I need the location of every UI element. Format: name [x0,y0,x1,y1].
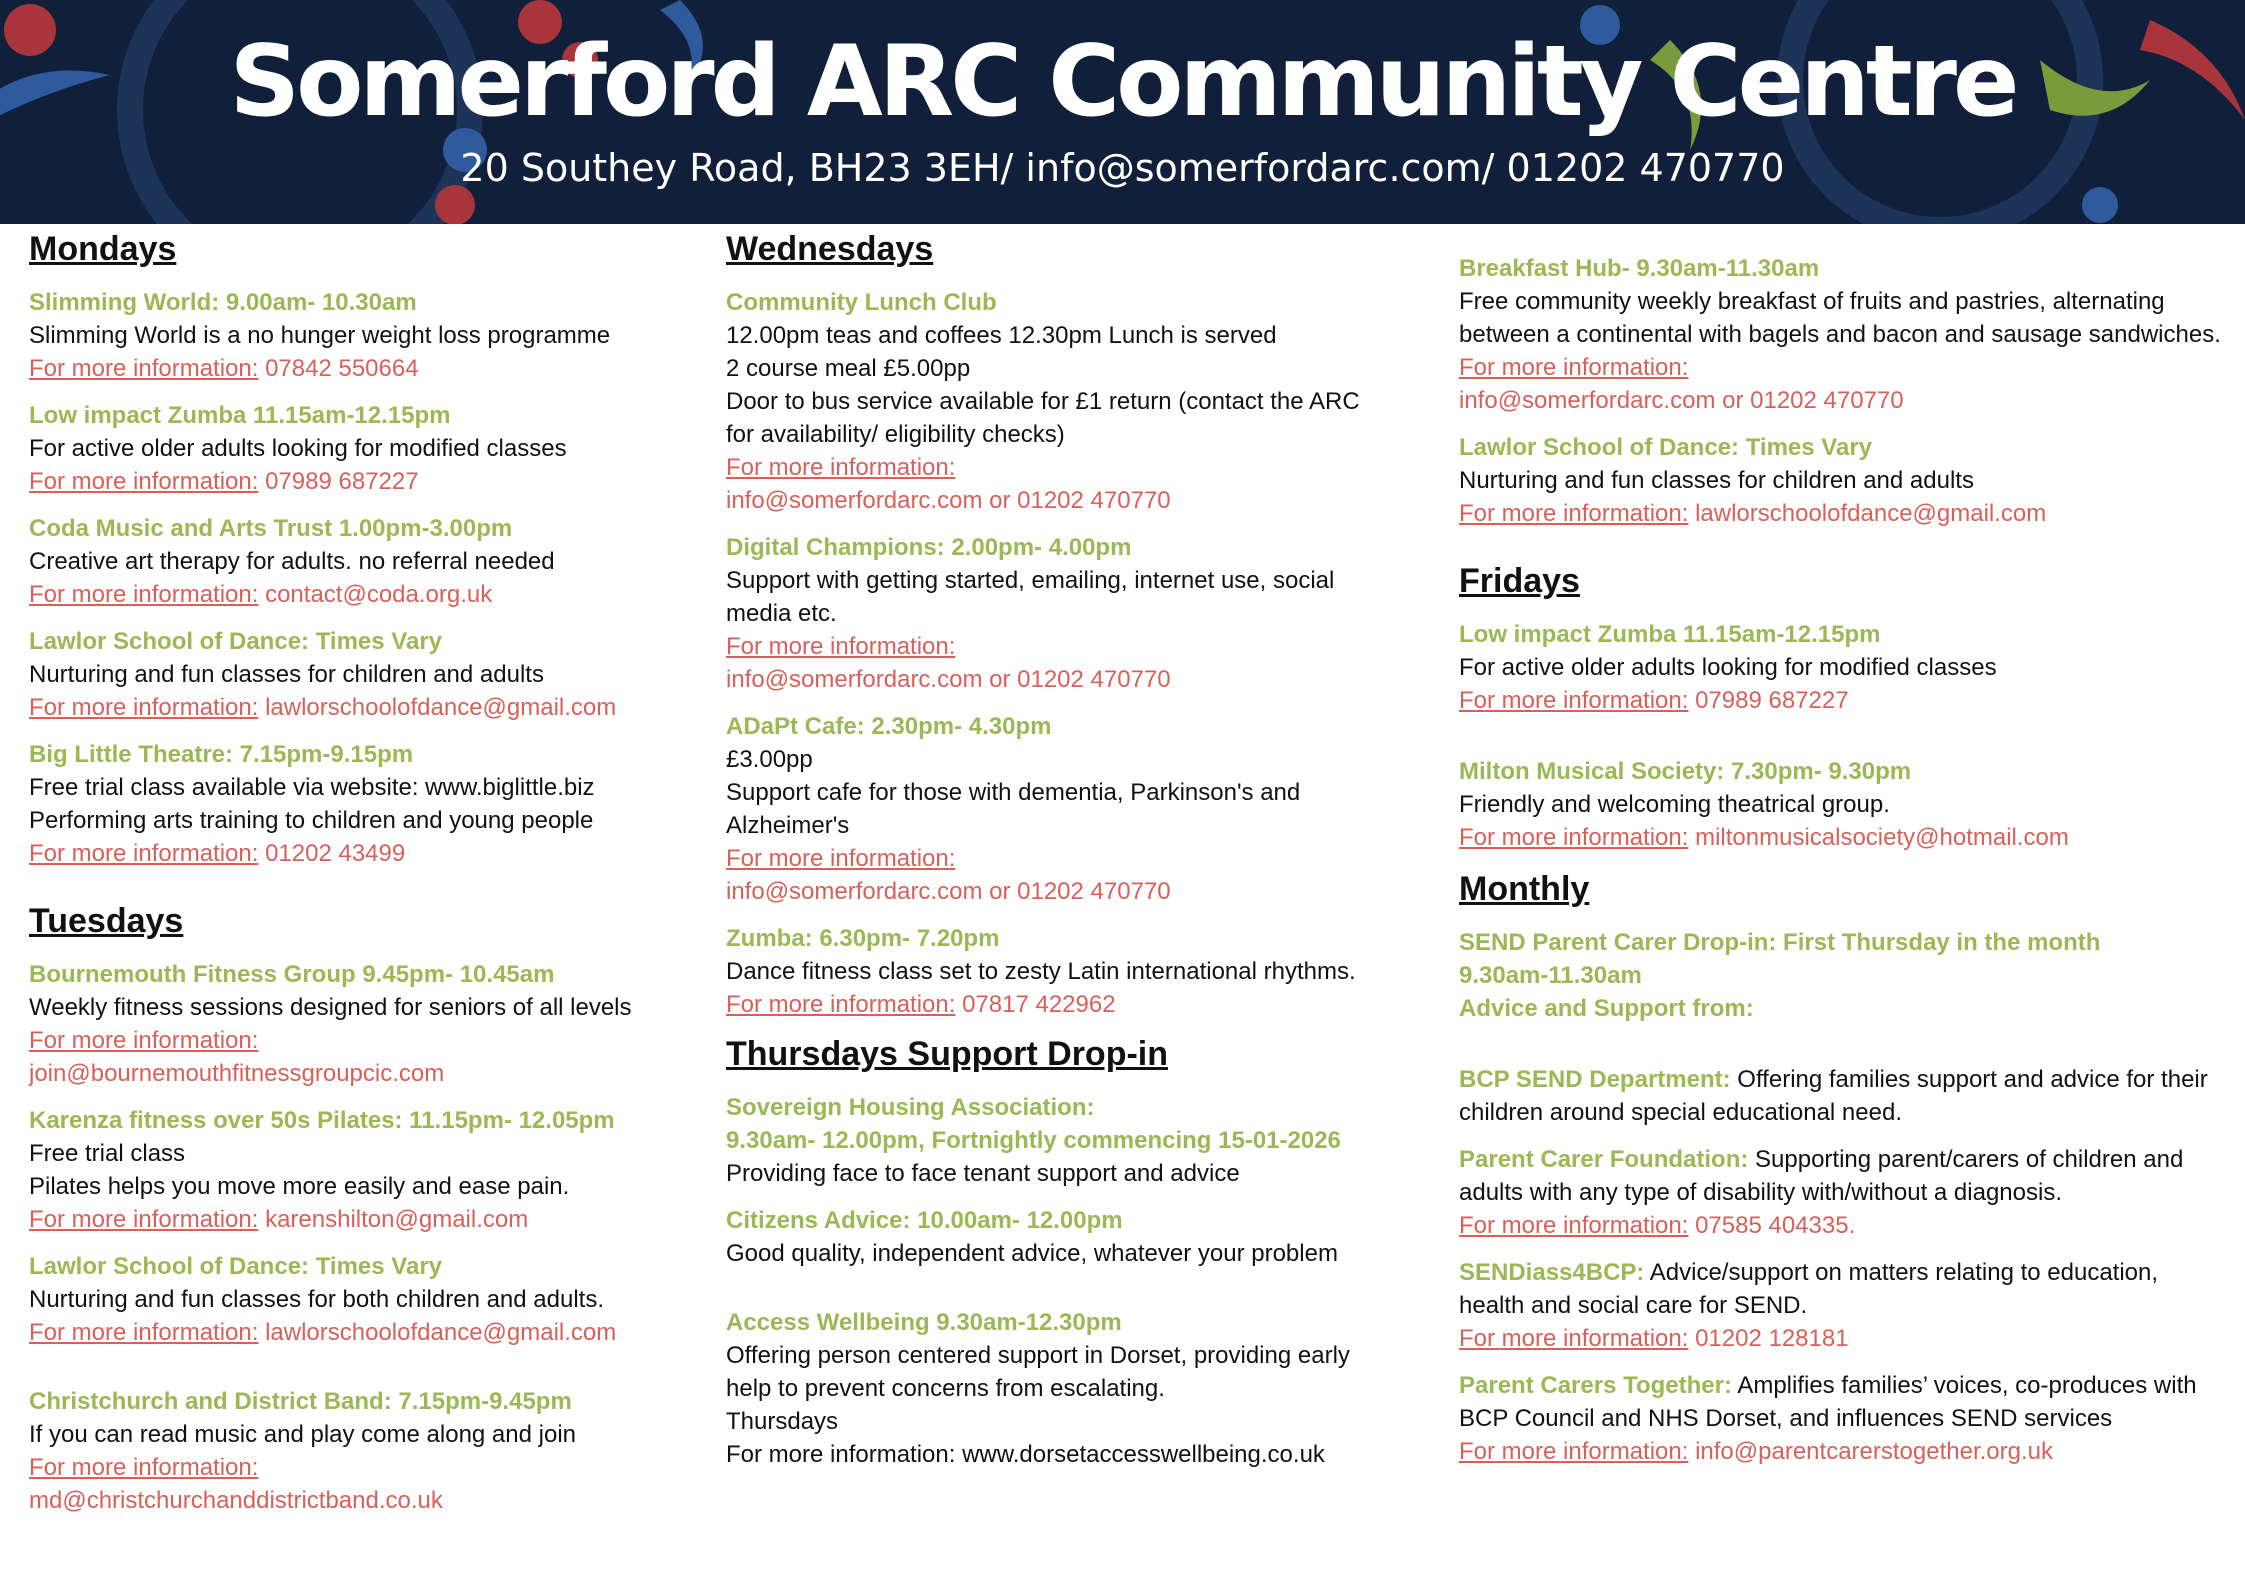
entry-description: For active older adults looking for modified classes [1459,654,1997,681]
entry-title: Big Little Theatre: 7.15pm-9.15pm [29,741,414,768]
entry-community-lunch [726,286,1426,517]
entry-low-impact-zumba [29,399,709,498]
more-info [29,691,709,724]
entry-bcp-send [1459,1063,2239,1129]
entry-description: media etc. [726,600,837,627]
entry-description: Alzheimer's [726,812,850,839]
entry-description: adults with any type of disability with/without a diagnosis. [1459,1179,2062,1206]
entry-description: Offering person centered support in Dorset, providing early [726,1342,1350,1369]
more-info-contact[interactable]: info@somerfordarc.com or 01202 470770 [726,666,1171,693]
heading-thursdays: Thursdays Support Drop-in [726,1035,1168,1073]
heading-wednesdays: Wednesdays [726,230,934,268]
entry-description: Free community weekly breakfast of fruits and pastries, alternating [1459,288,2165,315]
entry-title-times: 9.30am-11.30am [1459,962,1642,989]
entry-title: ADaPt Cafe: 2.30pm- 4.30pm [726,713,1052,740]
entry-description: Pilates helps you move more easily and ease pain. [29,1173,570,1200]
more-info-contact[interactable]: 01202 43499 [265,840,406,867]
more-info [29,1203,709,1236]
more-info-label: For more information: [1459,824,1689,851]
entry-parent-carer-foundation [1459,1143,2239,1242]
entry-title: Christchurch and District Band: 7.15pm-9.45pm [29,1388,572,1415]
entry-title: Slimming World: 9.00am- 10.30am [29,289,417,316]
entry-low-impact-zumba-fri [1459,618,2239,717]
more-info [29,578,709,611]
more-info-contact[interactable]: 01202 128181 [1695,1325,1849,1352]
more-info [1459,1209,2239,1242]
entry-description: Good quality, independent advice, whatever your problem [726,1240,1338,1267]
column-middle [726,226,1426,1471]
entry-lawlor-dance-thu [1459,431,2239,530]
entry-milton-musical [1459,755,2239,854]
more-info-contact[interactable]: lawlorschoolofdance@gmail.com [265,1319,617,1346]
entry-title-times: 9.30am- 12.00pm, Fortnightly commencing 15-01-2026 [726,1127,1341,1154]
entry-description: Creative art therapy for adults. no referral needed [29,548,555,575]
entry-slimming-world [29,286,709,385]
entry-bournemouth-fitness [29,958,709,1090]
entry-zumba [726,922,1426,1021]
entry-adapt-cafe [726,710,1426,908]
entry-description: health and social care for SEND. [1459,1292,1808,1319]
entry-description: Free trial class available via website: www.biglittle.biz [29,774,595,801]
entry-title: Parent Carer Foundation: [1459,1146,1749,1173]
more-info [1459,684,2239,717]
more-info-contact[interactable]: 07585 404335. [1695,1212,1856,1239]
entry-citizens-advice [726,1204,1426,1270]
entry-description: Advice/support on matters relating to education, [1644,1259,2159,1286]
entry-description: Friendly and welcoming theatrical group. [1459,791,1890,818]
entry-description: for availability/ eligibility checks) [726,421,1065,448]
more-info-label: For more information: [29,1027,259,1054]
more-info-label: For more information: [29,581,259,608]
entry-title: Community Lunch Club [726,289,997,316]
entry-coda-music [29,512,709,611]
entry-title: SEND Parent Carer Drop-in: First Thursday in the month [1459,929,2101,956]
more-info-contact[interactable]: info@somerfordarc.com or 01202 470770 [1459,387,1904,414]
entry-description: Door to bus service available for £1 return (contact the ARC [726,388,1360,415]
entry-title: Zumba: 6.30pm- 7.20pm [726,925,1000,952]
entry-description: Nurturing and fun classes for children and adults [29,661,544,688]
entry-title: Digital Champions: 2.00pm- 4.00pm [726,534,1132,561]
more-info [1459,497,2239,530]
more-info-label: For more information: [1459,1325,1689,1352]
more-info-label: For more information: [1459,1438,1689,1465]
entry-description: BCP Council and NHS Dorset, and influences SEND services [1459,1405,2113,1432]
entry-title: Lawlor School of Dance: Times Vary [1459,434,1873,461]
entry-description: Dance fitness class set to zesty Latin international rhythms. [726,958,1356,985]
entry-title: BCP SEND Department: [1459,1066,1731,1093]
column-right [1459,252,2239,1468]
entry-description: 2 course meal £5.00pp [726,355,971,382]
entry-sendiass [1459,1256,2239,1355]
column-left [29,226,709,1517]
entry-breakfast-hub [1459,252,2239,417]
entry-title: Sovereign Housing Association: [726,1094,1095,1121]
entry-title: Lawlor School of Dance: Times Vary [29,1253,443,1280]
entry-description: Amplifies families’ voices, co-produces with [1731,1372,2197,1399]
entry-title: Access Wellbeing 9.30am-12.30pm [726,1309,1122,1336]
entry-access-wellbeing [726,1306,1426,1471]
heading-monthly: Monthly [1459,870,1590,908]
more-info-contact[interactable]: lawlorschoolofdance@gmail.com [1695,500,2047,527]
more-info-label: For more information: [1459,1212,1689,1239]
entry-description: Weekly fitness sessions designed for seniors of all levels [29,994,632,1021]
entry-title: SENDiass4BCP: [1459,1259,1645,1286]
more-info-contact[interactable]: join@bournemouthfitnessgroupcic.com [29,1060,445,1087]
more-info-contact[interactable]: 07989 687227 [1695,687,1849,714]
more-info-contact[interactable]: info@somerfordarc.com or 01202 470770 [726,487,1171,514]
heading-fridays: Fridays [1459,562,1580,600]
more-info-contact[interactable]: info@parentcarerstogether.org.uk [1695,1438,2053,1465]
more-info-contact[interactable]: karenshilton@gmail.com [265,1206,529,1233]
more-info-contact[interactable]: contact@coda.org.uk [265,581,493,608]
entry-description: If you can read music and play come along and join [29,1421,576,1448]
entry-title: Low impact Zumba 11.15am-12.15pm [29,402,451,429]
header-banner [0,0,2245,224]
more-info [1459,1322,2239,1355]
more-info-label: For more information: [29,1319,259,1346]
entry-description: help to prevent concerns from escalating. [726,1375,1165,1402]
entry-karenza-pilates [29,1104,709,1236]
entry-title: Citizens Advice: 10.00am- 12.00pm [726,1207,1123,1234]
entry-description: between a continental with bagels and bacon and sausage sandwiches. [1459,321,2221,348]
entry-big-little-theatre [29,738,709,870]
entry-description: Performing arts training to children and young people [29,807,594,834]
entry-description: Supporting parent/carers of children and [1748,1146,2184,1173]
entry-lawlor-dance [29,625,709,724]
entry-description: Free trial class [29,1140,186,1167]
more-info-label: For more information: [726,633,956,660]
entry-description: Providing face to face tenant support and advice [726,1160,1240,1187]
entry-description: Support cafe for those with dementia, Parkinson's and [726,779,1301,806]
more-info-label: For more information: [1459,687,1689,714]
more-info-label: For more information: [29,1454,259,1481]
entry-digital-champions [726,531,1426,696]
more-info [1459,821,2239,854]
entry-description: Nurturing and fun classes for children and adults [1459,467,1974,494]
more-info [29,465,709,498]
more-info [29,1316,709,1349]
more-info-label: For more information: [29,694,259,721]
entry-description: Nurturing and fun classes for both children and adults. [29,1286,605,1313]
more-info-contact[interactable]: 07817 422962 [962,991,1116,1018]
entry-description: children around special educational need. [1459,1099,1902,1126]
more-info [1459,1435,2239,1468]
more-info-label: For more information: [29,840,259,867]
entry-title: Lawlor School of Dance: Times Vary [29,628,443,655]
more-info-label: For more information: [726,991,956,1018]
more-info-contact[interactable]: miltonmusicalsociety@hotmail.com [1695,824,2069,851]
more-info-label: For more information: [29,1206,259,1233]
page-title: Somerford ARC Community Centre [229,25,2016,139]
more-info-contact[interactable]: info@somerfordarc.com or 01202 470770 [726,878,1171,905]
entry-sovereign-housing [726,1091,1426,1190]
more-info-label: For more information: [1459,354,1689,381]
more-info-contact[interactable]: lawlorschoolofdance@gmail.com [265,694,617,721]
entry-description: Thursdays [726,1408,839,1435]
entry-description: Slimming World is a no hunger weight loss programme [29,322,611,349]
more-info [29,352,709,385]
entry-description: Offering families support and advice for their [1730,1066,2208,1093]
entry-title-advice: Advice and Support from: [1459,995,1754,1022]
more-info-label: For more information: [1459,500,1689,527]
more-info-label: For more information: [726,454,956,481]
entry-title: Milton Musical Society: 7.30pm- 9.30pm [1459,758,1912,785]
entry-title: Breakfast Hub- 9.30am-11.30am [1459,255,1820,282]
entry-parent-carers-together [1459,1369,2239,1468]
more-info-contact[interactable]: 07989 687227 [265,468,419,495]
more-info-contact[interactable]: md@christchurchanddistrictband.co.uk [29,1487,443,1514]
more-info [29,837,709,870]
entry-christchurch-band [29,1385,709,1517]
contact-details: 20 Southey Road, BH23 3EH/ info@somerfordarc.com/ 01202 470770 [460,146,1785,190]
entry-title: Parent Carers Together: [1459,1372,1732,1399]
entry-lawlor-dance-tue [29,1250,709,1349]
entry-description: Support with getting started, emailing, internet use, social [726,567,1335,594]
entry-title: Coda Music and Arts Trust 1.00pm-3.00pm [29,515,513,542]
heading-tuesdays: Tuesdays [29,902,184,940]
entry-description: 12.00pm teas and coffees 12.30pm Lunch is served [726,322,1277,349]
entry-title: Karenza fitness over 50s Pilates: 11.15pm- 12.05pm [29,1107,615,1134]
entry-description: £3.00pp [726,746,813,773]
entry-send-drop-in [1459,926,2239,1025]
more-info-label: For more information: [29,355,259,382]
entry-title: Bournemouth Fitness Group 9.45pm- 10.45am [29,961,555,988]
entry-title: Low impact Zumba 11.15am-12.15pm [1459,621,1881,648]
more-info-label: For more information: [726,845,956,872]
more-info-contact[interactable]: 07842 550664 [265,355,419,382]
heading-mondays: Mondays [29,230,177,268]
more-info [726,988,1426,1021]
entry-description: For active older adults looking for modified classes [29,435,567,462]
entry-website: For more information: www.dorsetaccesswellbeing.co.uk [726,1441,1325,1468]
more-info-label: For more information: [29,468,259,495]
